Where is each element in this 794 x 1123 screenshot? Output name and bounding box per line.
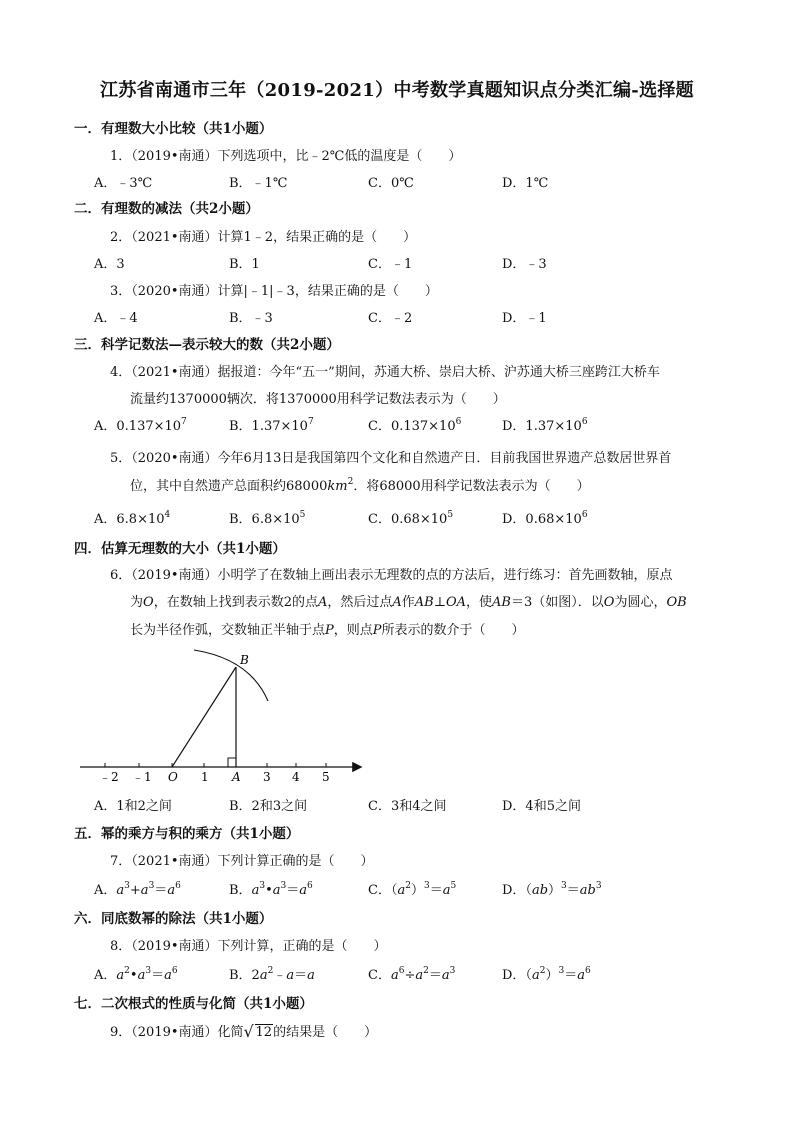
question-5-stem-line2: 位，其中自然遗产总面积约$68000km^2$．将68000用科学记数法表示为（ ）	[130, 477, 590, 494]
section-heading-2: 二．有理数的减法（共2小题）	[74, 201, 259, 217]
question-1-stem: 1．（2019•南通）下列选项中，比﹣2℃低的温度是（ ）	[110, 149, 462, 164]
tick-label: A	[232, 770, 241, 784]
q8-option-d[interactable]: D．$(a^2)^3=a^6$	[502, 966, 591, 983]
question-8-stem: 8．（2019•南通）下列计算，正确的是（ ）	[110, 939, 387, 954]
question-6-stem-line1: 6．（2019•南通）小明学了在数轴上画出表示无理数的点的方法后，进行练习：首先画数轴，原点	[110, 568, 673, 583]
q7-option-d[interactable]: D．$(ab)^3=ab^3$	[502, 881, 602, 898]
q5-option-d[interactable]: D．$0.68\times 10^6$	[502, 510, 588, 527]
q2-option-a[interactable]: A．3	[94, 257, 125, 272]
q8-option-a[interactable]: A．$a^2•a^3=a^6$	[94, 966, 178, 983]
q1-option-b[interactable]: B．﹣1℃	[229, 176, 288, 191]
page-title: 江苏省南通市三年（2019-2021）中考数学真题知识点分类汇编-选择题	[100, 80, 694, 101]
segment-OB	[172, 667, 236, 767]
section-heading-7: 七．二次根式的性质与化简（共1小题）	[74, 996, 313, 1012]
section-heading-5: 五．幂的乘方与积的乘方（共1小题）	[74, 826, 300, 842]
section-heading-6: 六．同底数幂的除法（共1小题）	[74, 911, 273, 927]
q7-option-a[interactable]: A．$a^3+a^3=a^6$	[94, 881, 181, 898]
q7-option-c[interactable]: C．$(a^2)^3=a^5$	[368, 881, 457, 898]
q6-option-a[interactable]: A．1和2之间	[94, 799, 172, 814]
q4-option-b[interactable]: B．$1.37\times 10^7$	[229, 417, 314, 434]
question-5-stem-line1: 5．（2020•南通）今年6月13日是我国第四个文化和自然遗产日．目前我国世界遗产总数居世界首	[110, 451, 672, 466]
q4-option-c[interactable]: C．$0.137\times 10^6$	[368, 417, 462, 434]
number-line-figure	[70, 645, 370, 785]
q6-option-d[interactable]: D．4和5之间	[502, 799, 581, 814]
point-B-label: B	[240, 653, 249, 667]
tick-label: ﹣2	[99, 770, 119, 784]
question-3-stem: 3．（2020•南通）计算|﹣1|﹣3，结果正确的是（ ）	[110, 284, 438, 299]
q5-option-a[interactable]: A．$6.8\times 10^4$	[94, 510, 171, 527]
section-heading-4: 四．估算无理数的大小（共1小题）	[74, 541, 286, 557]
tick-label: 5	[322, 770, 330, 784]
q3-option-c[interactable]: C．﹣2	[368, 311, 413, 326]
question-4-stem-line1: 4．（2021•南通）据报道：今年“五一”期间，苏通大桥、崇启大桥、沪苏通大桥三座跨江大桥车	[110, 365, 660, 380]
q1-option-d[interactable]: D．1℃	[502, 176, 549, 191]
q4-option-d[interactable]: D．$1.37\times 10^6$	[502, 417, 588, 434]
question-7-stem: 7．（2021•南通）下列计算正确的是（ ）	[110, 854, 374, 869]
tick-label: 3	[263, 770, 271, 784]
q2-option-d[interactable]: D．﹣3	[502, 257, 547, 272]
q3-option-a[interactable]: A．﹣4	[94, 311, 138, 326]
q8-option-b[interactable]: B．$2a^2﹣a=a$	[229, 966, 315, 983]
question-9-stem: 9．（2019•南通）化简 √ 12的结果是（ ）	[110, 1022, 378, 1041]
question-6-stem-line3: 长为半径作弧，交数轴正半轴于点P，则点P所表示的数介于（ ）	[130, 623, 525, 638]
q3-option-d[interactable]: D．﹣1	[502, 311, 547, 326]
q2-option-b[interactable]: B．1	[229, 257, 260, 272]
question-4-stem-line2: 流量约1370000辆次．将1370000用科学记数法表示为（ ）	[130, 392, 506, 407]
q1-option-a[interactable]: A．﹣3℃	[94, 176, 153, 191]
tick-label: O	[168, 770, 178, 784]
q7-option-b[interactable]: B．$a^3•a^3=a^6$	[229, 881, 313, 898]
section-heading-1: 一．有理数大小比较（共1小题）	[74, 121, 273, 137]
tick-label: 1	[201, 770, 209, 784]
tick-label: ﹣1	[132, 770, 152, 784]
right-angle-mark	[228, 758, 236, 767]
q5-option-c[interactable]: C．$0.68\times 10^5$	[368, 510, 454, 527]
q6-option-c[interactable]: C．3和4之间	[368, 799, 447, 814]
section-heading-3: 三．科学记数法—表示较大的数（共2小题）	[74, 337, 340, 353]
question-2-stem: 2．（2021•南通）计算1﹣2，结果正确的是（ ）	[110, 230, 417, 245]
q2-option-c[interactable]: C．﹣1	[368, 257, 413, 272]
q4-option-a[interactable]: A．$0.137\times 10^7$	[94, 417, 187, 434]
q1-option-c[interactable]: C．0℃	[368, 176, 414, 191]
tick-label: 4	[292, 770, 300, 784]
q8-option-c[interactable]: C．$a^6\div a^2=a^3$	[368, 966, 456, 983]
question-6-stem-line2: 为O，在数轴上找到表示数2的点A，然后过点A作AB⊥OA，使AB＝3（如图）．以O为圆心，OB	[130, 595, 687, 610]
q6-option-b[interactable]: B．2和3之间	[229, 799, 308, 814]
square-root: √ 12	[243, 1022, 273, 1041]
q3-option-b[interactable]: B．﹣3	[229, 311, 273, 326]
q5-option-b[interactable]: B．$6.8\times 10^5$	[229, 510, 306, 527]
